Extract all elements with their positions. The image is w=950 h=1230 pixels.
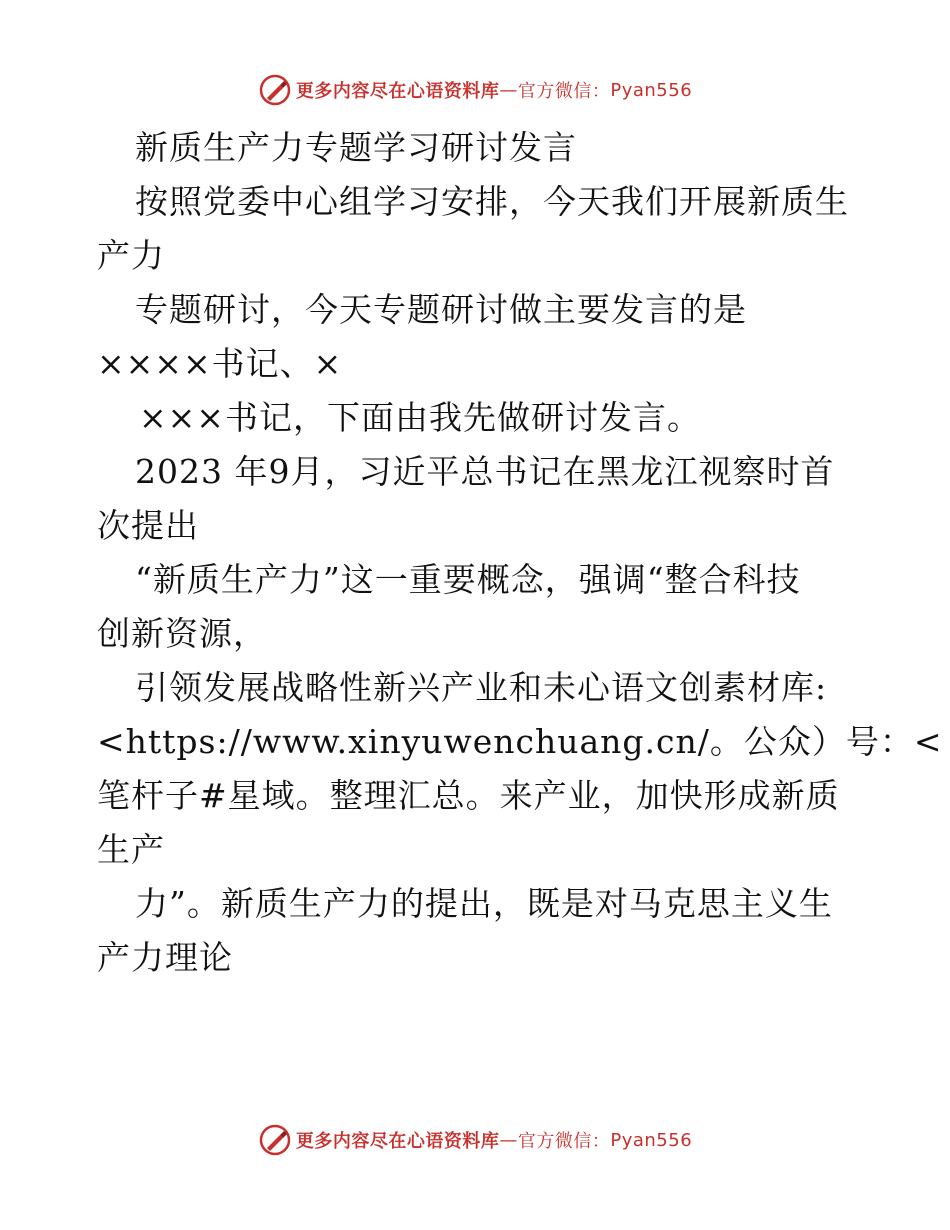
pen-logo-icon <box>258 1123 292 1157</box>
footer-watermark <box>0 1122 950 1158</box>
paragraph-line: 创新资源， <box>97 614 267 653</box>
header-watermark <box>0 72 950 108</box>
paragraph-line: 按照党委中心组学习安排，今天我们开展新质生 <box>135 182 849 221</box>
paragraph-line: 笔杆子#星域。整理汇总。来产业，加快形成新质 <box>97 776 840 815</box>
paragraph-line: 专题研讨，今天专题研讨做主要发言的是 <box>135 290 747 329</box>
pen-logo-icon <box>258 73 292 107</box>
paragraph-line: 2023 年9月，习近平总书记在黑龙江视察时首 <box>135 452 835 491</box>
watermark-wechat-id: Pyan556 <box>610 79 693 101</box>
paragraph-line: ×××书记，下面由我先做研讨发言。 <box>139 398 701 437</box>
watermark-main-text: 更多内容尽在心语资料库 <box>295 81 500 102</box>
paragraph-line: 引领发展战略性新兴产业和未心语文创素材库: <box>135 668 828 707</box>
document-body <box>97 121 943 985</box>
paragraph-line: “新质生产力”这一重要概念，强调“整合科技 <box>135 560 801 599</box>
paragraph-line: 生产 <box>97 830 165 869</box>
watermark-main-text: 更多内容尽在心语资料库 <box>295 1131 500 1152</box>
watermark-separator: — <box>499 1129 518 1151</box>
paragraph-line: <https://www.xinyuwenchuang.cn/。公众）号：< <box>97 722 943 761</box>
paragraph-line: 产力理论 <box>97 938 233 977</box>
watermark-wechat-label: 官方微信： <box>517 1131 611 1152</box>
watermark-wechat-label: 官方微信： <box>517 81 611 102</box>
paragraph-line: 力”。新质生产力的提出，既是对马克思主义生 <box>135 884 833 923</box>
watermark-separator: — <box>499 79 518 101</box>
paragraph-line: ××××书记、× <box>97 344 343 383</box>
paragraph-line: 产力 <box>97 236 165 275</box>
watermark-wechat-id: Pyan556 <box>610 1129 693 1151</box>
paragraph-line: 次提出 <box>97 506 199 545</box>
document-title: 新质生产力专题学习研讨发言 <box>135 128 577 167</box>
